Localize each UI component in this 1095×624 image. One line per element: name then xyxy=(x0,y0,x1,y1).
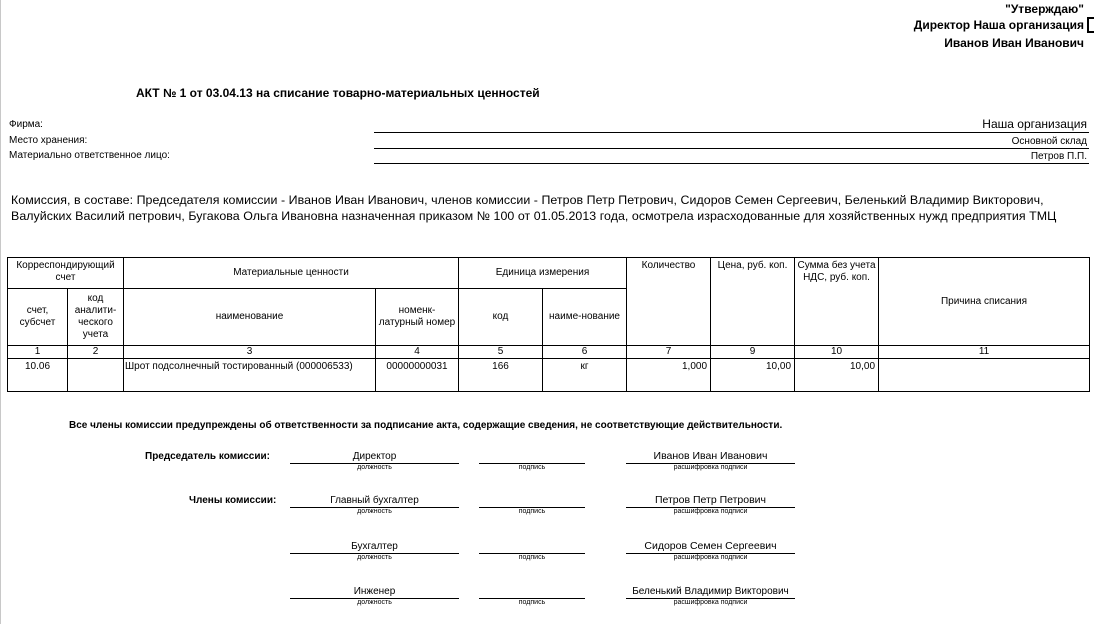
liability-warning: Все члены комиссии предупреждены об ответственности за подписание акта, содержащие сведения, не соответствующие действительности. xyxy=(69,420,783,431)
member-signature-line xyxy=(479,494,585,508)
caption-name: расшифровка подписи xyxy=(673,599,748,606)
header-sum-no-vat: Сумма без учета НДС, руб. коп. xyxy=(795,258,879,346)
cell-account: 10.06 xyxy=(8,359,68,392)
column-number: 4 xyxy=(376,346,459,359)
column-number: 2 xyxy=(68,346,124,359)
member-signature-line xyxy=(479,585,585,599)
chairman-label: Председатель комиссии: xyxy=(145,451,270,462)
write-off-table xyxy=(7,257,1090,392)
cell-quantity: 1,000 xyxy=(627,359,711,392)
caption-position: должность xyxy=(357,554,392,561)
member-name: Сидоров Семен Сергеевич xyxy=(626,540,795,554)
member-position: Главный бухгалтер xyxy=(290,494,459,508)
chairman-position: Директор xyxy=(290,450,459,464)
cell-analytic-code xyxy=(68,359,124,392)
caption-name: расшифровка подписи xyxy=(673,508,748,515)
header-quantity: Количество xyxy=(627,258,711,346)
column-number: 7 xyxy=(627,346,711,359)
caption-signature: подпись xyxy=(518,464,546,471)
storage-label: Место хранения: xyxy=(9,135,88,146)
member-position: Бухгалтер xyxy=(290,540,459,554)
chairman-signature-line xyxy=(479,450,585,464)
column-number: 11 xyxy=(879,346,1090,359)
header-unit-code: код xyxy=(459,289,543,346)
caption-position: должность xyxy=(357,508,392,515)
table-row xyxy=(8,359,1090,392)
cell-cursor-marker xyxy=(1087,17,1094,33)
member-name: Беленький Владимир Викторович xyxy=(626,585,795,599)
header-unit: Единица измерения xyxy=(459,258,627,289)
storage-value: Основной склад xyxy=(1011,136,1087,147)
column-number: 10 xyxy=(795,346,879,359)
header-name: наименование xyxy=(124,289,376,346)
caption-position: должность xyxy=(357,464,392,471)
header-corr-account: Корреспондирующий счет xyxy=(8,258,124,289)
cell-unit-name: кг xyxy=(543,359,627,392)
responsible-label: Материально ответственное лицо: xyxy=(9,150,170,161)
page-left-border xyxy=(0,0,1,624)
header-reason: Причина списания xyxy=(879,258,1090,346)
commission-text: Комиссия, в составе: Председателя комиссии - Иванов Иван Иванович, членов комиссии - Петров Петр Петрович, Сидоров Семен Сергеевич, Беленький Владимир Викторович, Валуйских Василий петрович, Бугакова Ольга Ивановна назначенная приказом № 100 от 01.05.2013 года, осмотрела израсходованные для хозяйственных нужд предприятия ТМЦ xyxy=(11,193,1057,223)
cell-nomenclature-number: 00000000031 xyxy=(376,359,459,392)
firm-value: Наша организация xyxy=(982,117,1087,131)
chairman-name: Иванов Иван Иванович xyxy=(626,450,795,464)
storage-value-line xyxy=(374,134,1089,149)
column-number: 6 xyxy=(543,346,627,359)
column-number: 1 xyxy=(8,346,68,359)
caption-name: расшифровка подписи xyxy=(673,464,748,471)
header-unit-name: наиме-нование xyxy=(543,289,627,346)
member-name: Петров Петр Петрович xyxy=(626,494,795,508)
members-label: Члены комиссии: xyxy=(189,495,277,506)
document-title: АКТ № 1 от 03.04.13 на списание товарно-материальных ценностей xyxy=(136,86,540,100)
caption-signature: подпись xyxy=(518,508,546,515)
approval-stamp: "Утверждаю" xyxy=(1005,2,1084,16)
column-number: 3 xyxy=(124,346,376,359)
header-nomenclature-number: номенк-латурный номер xyxy=(376,289,459,346)
header-account-sub: счет, субсчет xyxy=(8,289,68,346)
member-position: Инженер xyxy=(290,585,459,599)
caption-signature: подпись xyxy=(518,599,546,606)
header-material-values: Материальные ценности xyxy=(124,258,459,289)
caption-signature: подпись xyxy=(518,554,546,561)
firm-value-line xyxy=(374,118,1089,133)
header-analytic-code: код аналити-ческого учета xyxy=(68,289,124,346)
member-signature-line xyxy=(479,540,585,554)
cell-price: 10,00 xyxy=(711,359,795,392)
cell-reason xyxy=(879,359,1090,392)
caption-position: должность xyxy=(357,599,392,606)
firm-label: Фирма: xyxy=(9,119,43,130)
column-number: 9 xyxy=(711,346,795,359)
cell-unit-code: 166 xyxy=(459,359,543,392)
header-price: Цена, руб. коп. xyxy=(711,258,795,346)
cell-sum: 10,00 xyxy=(795,359,879,392)
approval-name: Иванов Иван Иванович xyxy=(944,36,1084,50)
column-number: 5 xyxy=(459,346,543,359)
caption-name: расшифровка подписи xyxy=(673,554,748,561)
approval-position: Директор Наша организация xyxy=(913,18,1084,32)
cell-name: Шрот подсолнечный тостированный (000006533) xyxy=(124,359,376,392)
responsible-value: Петров П.П. xyxy=(1030,151,1087,162)
responsible-value-line xyxy=(374,149,1089,164)
